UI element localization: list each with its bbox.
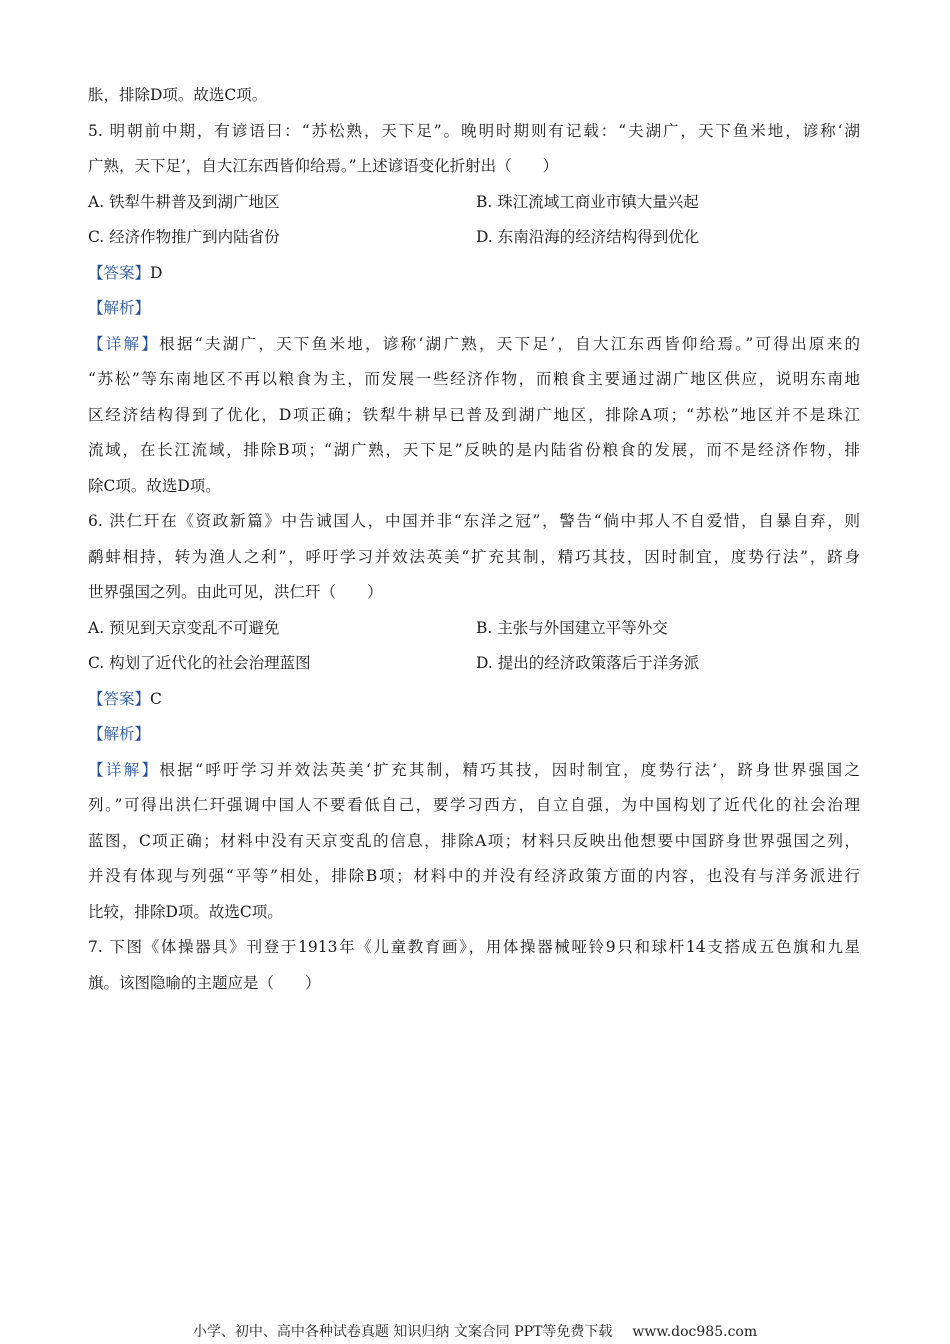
- answer-value: D: [150, 263, 163, 282]
- detail-line: [88, 753, 860, 789]
- answer-line: [88, 256, 860, 292]
- detail-line: 除C项。故选D项。: [88, 476, 221, 495]
- detail-line: 列。”可得出洪仁玕强调中国人不要看低自己，要学习西方，自立自强，为中国构划了近代化的社会治理: [88, 796, 860, 814]
- analysis-line: [88, 717, 860, 753]
- answer-line: [88, 682, 860, 718]
- options-row: [88, 646, 860, 682]
- detail-line: “苏松”等东南地区不再以粮食为主，而发展一些经济作物，而粮食主要通过湖广地区供应，说明东南地: [88, 370, 860, 388]
- option-a: A. 预见到天京变乱不可避免: [88, 618, 280, 637]
- detail-text: 根据“呼吁学习并效法英美‘扩充其制，精巧其技，因时制宜，度势行法’，跻身世界强国之: [159, 760, 860, 779]
- question-stem-line: 5. 明朝前中期，有谚语曰：“苏松熟，天下足”。晚明时期则有记载：“夫湖广，天下鱼米地，谚称‘湖: [88, 121, 860, 140]
- option-d: D. 提出的经济政策落后于洋务派: [476, 654, 700, 672]
- answer-tag: 【答案】: [88, 263, 151, 282]
- options-row: [88, 185, 860, 221]
- analysis-tag: 【解析】: [88, 299, 151, 317]
- analysis-tag: 【解析】: [88, 725, 151, 743]
- document-page: [88, 78, 860, 1001]
- detail-line: 蓝图，C项正确；材料中没有天京变乱的信息，排除A项；材料只反映出他想要中国跻身世界强国之列，: [88, 831, 860, 850]
- question-stem-line: 世界强国之列。由此可见，洪仁玕（ ）: [88, 583, 383, 601]
- question-stem-line: 鹬蚌相持，转为渔人之利”，呼吁学习并效法英美“扩充其制，精巧其技，因时制宜，度势行法”，跻身: [88, 547, 860, 566]
- option-c: C. 经济作物推广到内陆省份: [88, 228, 280, 246]
- footer-text: 小学、初中、高中各种试卷真题 知识归纳 文案合同 PPT等免费下载: [192, 1324, 613, 1340]
- detail-line: 流域，在长江流域，排除B项；“湖广熟，天下足”反映的是内陆省份粮食的发展，而不是经济作物，排: [88, 441, 860, 459]
- detail-line: 比较，排除D项。故选C项。: [88, 902, 283, 921]
- question-stem-line: 旗。该图隐喻的主题应是（ ）: [88, 973, 321, 992]
- question-5: [88, 114, 860, 505]
- question-6: [88, 504, 860, 930]
- detail-line: [88, 327, 860, 363]
- detail-line: 区经济结构得到了优化，D项正确；铁犁牛耕早已普及到湖广地区，排除A项；“苏松”地区并不是珠江: [88, 405, 860, 424]
- analysis-line: [88, 291, 860, 327]
- question-stem-line: 6. 洪仁玕在《资政新篇》中告诫国人，中国并非“东洋之冠”，警告“倘中邦人不自爱惜，自暴自弃，则: [88, 512, 860, 530]
- footer-url[interactable]: www.doc985.com: [632, 1324, 758, 1340]
- option-c: C. 构划了近代化的社会治理蓝图: [88, 654, 311, 672]
- question-stem-line: 7. 下图《体操器具》刊登于1913年《儿童教育画》，用体操器械哑铃9只和球杆14支搭成五色旗和九星: [88, 938, 860, 956]
- question-7: [88, 930, 860, 1001]
- page-footer: [0, 1322, 950, 1342]
- option-a: A. 铁犁牛耕普及到湖广地区: [88, 192, 280, 211]
- previous-answer-fragment: 胀，排除D项。故选C项。: [88, 86, 268, 104]
- options-row: [88, 220, 860, 256]
- option-d: D. 东南沿海的经济结构得到优化: [476, 228, 700, 246]
- options-row: [88, 611, 860, 647]
- option-b: B. 珠江流域工商业市镇大量兴起: [476, 192, 699, 211]
- detail-line: 并没有体现与列强“平等”相处，排除B项；材料中的并没有经济政策方面的内容，也没有与洋务派进行: [88, 867, 860, 885]
- detail-text: 根据“夫湖广，天下鱼米地，谚称‘湖广熟，天下足’，自大江东西皆仰给焉。”可得出原来的: [159, 334, 860, 353]
- detail-tag: 【详解】: [88, 760, 160, 779]
- answer-value: C: [150, 689, 162, 708]
- option-b: B. 主张与外国建立平等外交: [476, 618, 668, 637]
- question-stem-line: 广熟，天下足’，自大江东西皆仰给焉。”上述谚语变化折射出（ ）: [88, 157, 559, 175]
- answer-tag: 【答案】: [88, 689, 151, 708]
- detail-tag: 【详解】: [88, 334, 160, 353]
